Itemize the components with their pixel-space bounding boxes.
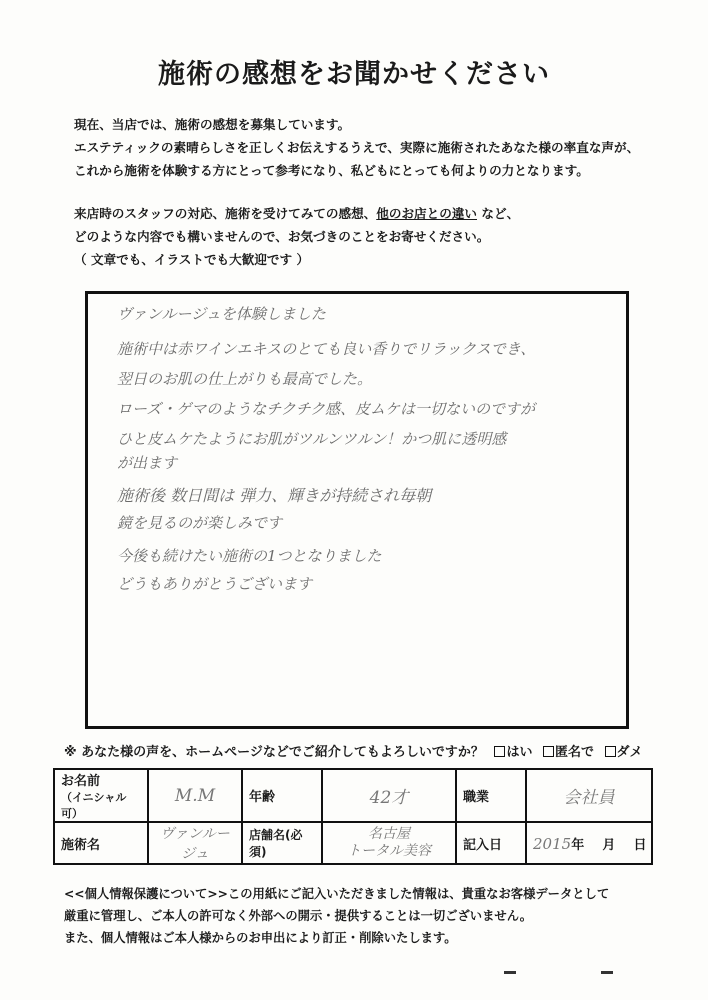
entry-date-value <box>533 834 645 853</box>
name-label-cell <box>54 769 148 822</box>
intro-line <box>74 202 519 225</box>
name-field[interactable]: M.M <box>148 769 242 822</box>
intro-line: 現在、当店では、施術の感想を募集しています。 <box>74 117 351 132</box>
intro-line: エステティックの素晴らしさを正しくお伝えするうえで、実際に施術されたあなた様の率直な声が、 <box>74 140 640 155</box>
comment-line: 施術中は赤ワインエキスのとても良い香りでリラックスでき、 <box>117 340 536 358</box>
intro-underlined-text: 他のお店との違い <box>376 206 477 221</box>
customer-info-table <box>53 768 653 865</box>
comment-line: ヴァンルージュを体験しました <box>117 305 326 323</box>
age-label: 年齢 <box>242 769 322 822</box>
intro-paragraph-2 <box>74 202 519 271</box>
consent-option-anonymous[interactable] <box>543 741 594 760</box>
comment-line: 鏡を見るのが楽しみです <box>117 514 283 532</box>
table-row <box>54 769 652 822</box>
name-sublabel: （イニシャル可） <box>61 791 127 820</box>
day-unit: 日 <box>633 837 647 853</box>
privacy-line: 厳重に管理し、ご本人の許可なく外部への開示・提供することは一切ございません。 <box>64 909 533 923</box>
intro-line: これから施術を体験する方にとって参考になり、私どもにとっても何よりの力となります。 <box>74 163 589 178</box>
comment-line: ローズ・ゲマのようなチクチク感、皮ムケは一切ないのですが <box>117 400 536 418</box>
option-label: ダメ <box>616 745 643 760</box>
consent-option-no[interactable] <box>605 741 643 760</box>
comment-line: が出ます <box>117 454 178 472</box>
job-label: 職業 <box>456 769 526 822</box>
entry-year: 2015 <box>533 834 572 853</box>
age-field[interactable]: 42才 <box>322 769 456 822</box>
treatment-field[interactable]: ヴァンルージュ <box>148 822 242 864</box>
consent-question: ※ あなた様の声を、ホームページなどでご紹介してもよろしいですか？ <box>64 745 484 760</box>
table-row <box>54 822 652 864</box>
intro-line: どのような内容でも構いませんので、お気づきのことをお寄せください。 <box>74 229 490 244</box>
consent-question-row <box>64 741 643 760</box>
checkbox-icon[interactable] <box>494 746 505 757</box>
option-label: 匿名で <box>554 745 594 760</box>
comment-line: 施術後 数日間は 弾力、輝きが持続され毎朝 <box>117 486 432 505</box>
intro-text: 来店時のスタッフの対応、施術を受けてみての感想、 <box>74 206 377 221</box>
shop-label: 店舗名(必須) <box>242 822 322 864</box>
shop-value-line: トータル美容 <box>347 843 431 859</box>
checkbox-icon[interactable] <box>605 746 616 757</box>
intro-text: など、 <box>481 206 520 221</box>
option-label: はい <box>506 745 533 760</box>
scan-mark <box>504 971 516 974</box>
shop-value-line: 名古屋 <box>368 826 410 842</box>
privacy-line: <<個人情報保護について>>この用紙にご記入いただきました情報は、貴重なお客様データとして <box>64 887 610 901</box>
comment-line: ひと皮ムケたようにお肌がツルンツルン！かつ肌に透明感 <box>117 430 507 448</box>
privacy-line: また、個人情報はご本人様からのお申出により訂正・削除いたします。 <box>64 931 457 945</box>
month-unit: 月 <box>602 837 616 853</box>
comment-line: 翌日のお肌の仕上がりも最高でした。 <box>117 370 373 388</box>
entry-date-field[interactable] <box>526 822 652 864</box>
shop-field[interactable] <box>322 822 456 864</box>
name-label: お名前 <box>61 774 101 789</box>
entry-date-label: 記入日 <box>456 822 526 864</box>
intro-line: （ 文章でも、イラストでも大歓迎です ） <box>74 252 310 267</box>
page-title: 施術の感想をお聞かせください <box>158 59 550 90</box>
intro-paragraph-1 <box>74 113 639 182</box>
treatment-label: 施術名 <box>54 822 148 864</box>
privacy-notice <box>64 883 609 949</box>
comment-line: 今後も続けたい施術の1つとなりました <box>117 547 382 565</box>
consent-option-yes[interactable] <box>494 741 532 760</box>
scan-mark <box>601 971 613 974</box>
job-field[interactable]: 会社員 <box>526 769 652 822</box>
year-unit: 年 <box>571 837 585 853</box>
comment-line: どうもありがとうございます <box>117 575 313 593</box>
checkbox-icon[interactable] <box>543 746 554 757</box>
